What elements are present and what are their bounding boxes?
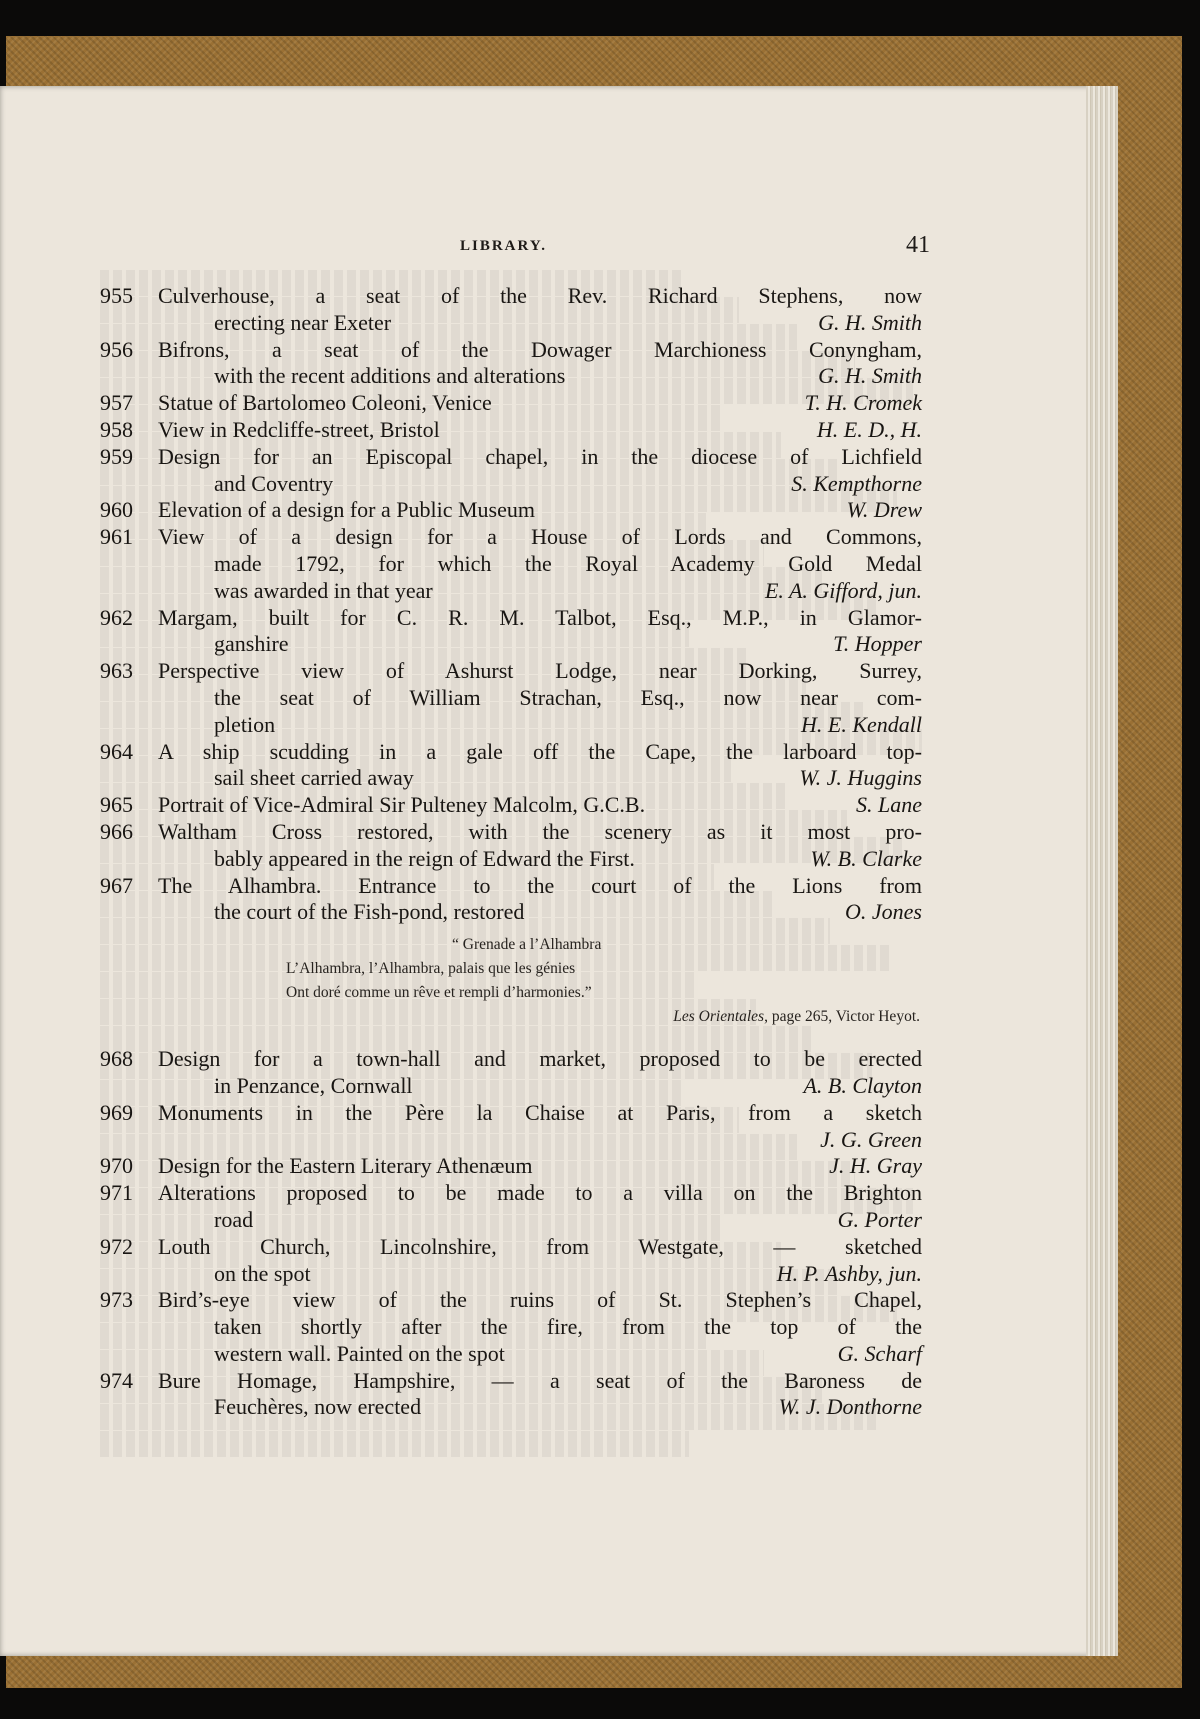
entry-line xyxy=(100,685,922,712)
entry-text: Design for the Eastern Literary Athenæum xyxy=(158,1153,533,1179)
entry-number: 956 xyxy=(100,336,133,362)
entry-artist: H. E. Kendall xyxy=(801,711,922,737)
entry-text: ganshire xyxy=(214,631,289,657)
page-edges xyxy=(1086,86,1118,1656)
catalogue-entry xyxy=(100,605,922,659)
catalogue-entry xyxy=(100,417,922,444)
epigraph xyxy=(100,928,922,1046)
entry-artist: W. J. Donthorne xyxy=(778,1394,922,1420)
entry-text: Statue of Bartolomeo Coleoni, Venice xyxy=(158,390,492,416)
entry-text: Waltham Cross restored, with the scenery as it most pro- xyxy=(158,818,922,844)
entry-line xyxy=(100,765,922,792)
entry-line xyxy=(100,1046,922,1073)
entry-artist: G. H. Smith xyxy=(818,309,922,335)
entry-number: 963 xyxy=(100,658,133,684)
entry-number: 968 xyxy=(100,1046,133,1072)
epigraph-line: Ont doré comme un rêve et rempli d’harmonies.” xyxy=(286,984,592,1002)
entry-line xyxy=(100,819,922,846)
entry-number: 958 xyxy=(100,416,133,442)
entry-line xyxy=(100,310,922,337)
entry-text: Bird’s-eye view of the ruins of St. Stephen’s Chapel, xyxy=(158,1287,922,1313)
entry-line xyxy=(100,524,922,551)
entry-text: Margam, built for C. R. M. Talbot, Esq., M.P., in Glamor- xyxy=(158,604,922,630)
catalogue-entry xyxy=(100,1180,922,1234)
entry-text: the seat of William Strachan, Esq., now near com- xyxy=(214,684,922,710)
entry-text: Alterations proposed to be made to a villa on the Brighton xyxy=(158,1180,922,1206)
entry-line xyxy=(100,1180,922,1207)
catalogue-entry xyxy=(100,390,922,417)
entry-text: Culverhouse, a seat of the Rev. Richard Stephens, now xyxy=(158,283,922,308)
entry-line xyxy=(100,444,922,471)
entry-line xyxy=(100,363,922,390)
entry-artist: S. Kempthorne xyxy=(791,470,922,496)
entry-text: View in Redcliffe-street, Bristol xyxy=(158,416,440,442)
entry-text: Bure Homage, Hampshire, — a seat of the Baroness de xyxy=(158,1367,922,1393)
catalogue-entry xyxy=(100,524,922,604)
entry-text: was awarded in that year xyxy=(214,577,433,603)
entry-number: 973 xyxy=(100,1287,133,1313)
catalogue-entry xyxy=(100,739,922,793)
entry-line xyxy=(100,899,922,926)
entry-line xyxy=(100,578,922,605)
catalogue-entry xyxy=(100,1153,922,1180)
catalogue-entries xyxy=(100,283,922,1421)
epigraph-line: L’Alhambra, l’Alhambra, palais que les génies xyxy=(286,960,576,978)
epigraph-source-citation: , page 265, Victor Heyot. xyxy=(764,1008,920,1026)
entry-line xyxy=(100,1073,922,1100)
entry-artist: T. H. Cromek xyxy=(804,390,922,416)
catalogue-entry xyxy=(100,792,922,819)
entry-artist: G. Porter xyxy=(837,1206,922,1232)
entry-number: 969 xyxy=(100,1099,133,1125)
entry-line xyxy=(100,390,922,417)
entry-line xyxy=(100,471,922,498)
entry-text: Louth Church, Lincolnshire, from Westgate, — sketched xyxy=(158,1233,922,1259)
entry-text: in Penzance, Cornwall xyxy=(214,1072,413,1098)
entry-artist: W. B. Clarke xyxy=(810,845,922,871)
epigraph-source xyxy=(673,1008,920,1026)
entry-artist: T. Hopper xyxy=(833,631,922,657)
catalogue-entry xyxy=(100,819,922,873)
entry-line xyxy=(100,873,922,900)
running-head: LIBRARY. xyxy=(460,238,548,254)
entry-line xyxy=(100,1394,922,1421)
entries-block-1 xyxy=(100,283,922,926)
entry-number: 961 xyxy=(100,524,133,550)
entry-line xyxy=(100,283,922,310)
entry-artist: O. Jones xyxy=(845,899,922,925)
entry-line xyxy=(100,1100,922,1127)
entry-line xyxy=(100,1234,922,1261)
catalogue-entry xyxy=(100,337,922,391)
entry-text: erecting near Exeter xyxy=(214,309,392,335)
entry-text: sail sheet carried away xyxy=(214,765,414,791)
entry-line xyxy=(100,497,922,524)
entry-line xyxy=(100,1261,922,1288)
entry-number: 972 xyxy=(100,1233,133,1259)
entry-line xyxy=(100,846,922,873)
entry-artist: A. B. Clayton xyxy=(803,1072,922,1098)
entry-number: 966 xyxy=(100,818,133,844)
entry-artist: J. G. Green xyxy=(820,1126,922,1152)
entry-number: 967 xyxy=(100,872,133,898)
entry-text: Portrait of Vice-Admiral Sir Pulteney Malcolm, G.C.B. xyxy=(158,792,646,818)
entry-line xyxy=(100,551,922,578)
entry-line xyxy=(100,1207,922,1234)
entry-line xyxy=(100,605,922,632)
entry-line xyxy=(100,1368,922,1395)
entry-text: A ship scudding in a gale off the Cape, the larboard top- xyxy=(158,738,922,764)
entry-text: Bifrons, a seat of the Dowager Marchioness Conyngham, xyxy=(158,336,922,362)
entry-text: Design for a town-hall and market, proposed to be erected xyxy=(158,1046,922,1072)
entry-text: taken shortly after the fire, from the top of the xyxy=(214,1314,922,1340)
entry-number: 974 xyxy=(100,1367,133,1393)
entry-line xyxy=(100,1287,922,1314)
entry-line xyxy=(100,739,922,766)
entry-text: the court of the Fish-pond, restored xyxy=(214,899,525,925)
entry-line xyxy=(100,712,922,739)
entry-text: made 1792, for which the Royal Academy Gold Medal xyxy=(214,550,922,576)
entry-text: with the recent additions and alterations xyxy=(214,363,566,389)
entry-text: Perspective view of Ashurst Lodge, near Dorking, Surrey, xyxy=(158,658,922,684)
catalogue-entry xyxy=(100,873,922,927)
catalogue-entry xyxy=(100,658,922,738)
entry-artist: H. P. Ashby, jun. xyxy=(776,1260,922,1286)
entry-number: 971 xyxy=(100,1180,133,1206)
page-header xyxy=(100,232,930,262)
entry-text: Design for an Episcopal chapel, in the diocese of Lichfield xyxy=(158,443,922,469)
entry-number: 960 xyxy=(100,497,133,523)
catalogue-entry xyxy=(100,1368,922,1422)
entries-block-2 xyxy=(100,1046,922,1421)
catalogue-entry xyxy=(100,1287,922,1367)
entry-line xyxy=(100,1314,922,1341)
entry-text: bably appeared in the reign of Edward the First. xyxy=(214,845,635,871)
entry-number: 959 xyxy=(100,443,133,469)
entry-line xyxy=(100,1153,922,1180)
entry-line xyxy=(100,631,922,658)
entry-line xyxy=(100,792,922,819)
entry-artist: S. Lane xyxy=(856,792,922,818)
catalogue-entry xyxy=(100,1234,922,1288)
catalogue-entry xyxy=(100,283,922,337)
entry-artist: W. J. Huggins xyxy=(799,765,922,791)
catalogue-entry xyxy=(100,1100,922,1154)
catalogue-entry xyxy=(100,444,922,498)
catalogue-entry xyxy=(100,497,922,524)
entry-number: 955 xyxy=(100,283,133,308)
entry-text: The Alhambra. Entrance to the court of the Lions from xyxy=(158,872,922,898)
entry-line xyxy=(100,337,922,364)
entry-artist: E. A. Gifford, jun. xyxy=(764,577,922,603)
entry-text: Monuments in the Père la Chaise at Paris, from a sketch xyxy=(158,1099,922,1125)
entry-number: 965 xyxy=(100,792,133,818)
entry-artist: G. H. Smith xyxy=(818,363,922,389)
entry-line xyxy=(100,417,922,444)
entry-text: on the spot xyxy=(214,1260,311,1286)
entry-line xyxy=(100,658,922,685)
entry-text: View of a design for a House of Lords and Commons, xyxy=(158,524,922,550)
entry-line xyxy=(100,1341,922,1368)
entry-artist: G. Scharf xyxy=(837,1340,922,1366)
entry-text: road xyxy=(214,1206,254,1232)
entry-text: and Coventry xyxy=(214,470,334,496)
entry-text: Elevation of a design for a Public Museum xyxy=(158,497,535,523)
entry-number: 970 xyxy=(100,1153,133,1179)
entry-artist: H. E. D., H. xyxy=(816,416,922,442)
entry-text: western wall. Painted on the spot xyxy=(214,1340,505,1366)
epigraph-line: “ Grenade a l’Alhambra xyxy=(452,936,602,954)
epigraph-source-title: Les Orientales xyxy=(673,1008,765,1026)
catalogue-entry xyxy=(100,1046,922,1100)
entry-text: pletion xyxy=(214,711,276,737)
entry-artist: J. H. Gray xyxy=(829,1153,922,1179)
entry-line xyxy=(100,1127,922,1154)
entry-number: 957 xyxy=(100,390,133,416)
entry-number: 964 xyxy=(100,738,133,764)
entry-number: 962 xyxy=(100,604,133,630)
entry-artist: W. Drew xyxy=(846,497,922,523)
entry-text: Feuchères, now erected xyxy=(214,1394,422,1420)
page-number: 41 xyxy=(906,232,930,258)
